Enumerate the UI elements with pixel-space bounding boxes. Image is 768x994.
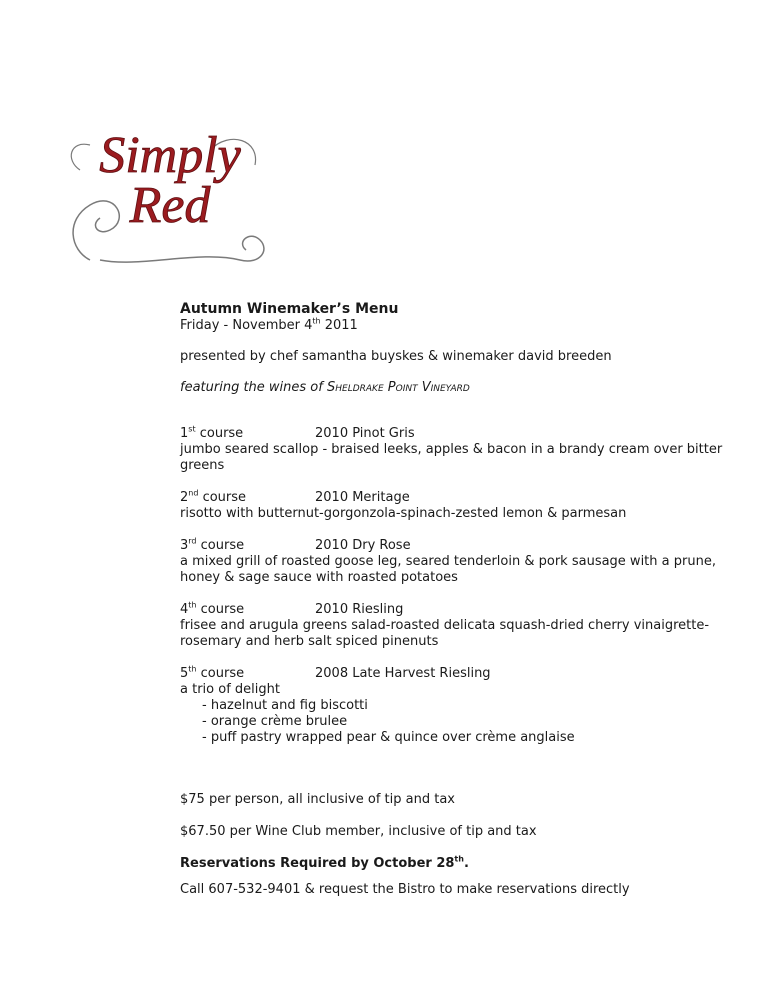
course-description: frisee and arugula greens salad-roasted delicata squash-dried cherry vinaigrette-rosemary and herb salt spiced pinenuts — [180, 618, 710, 649]
course-wine: 2010 Dry Rose — [315, 538, 411, 553]
course-wine: 2010 Riesling — [315, 602, 404, 617]
course-5 — [180, 666, 740, 746]
course-wine: 2010 Meritage — [315, 490, 410, 505]
course-description: risotto with butternut-gorgonzola-spinach-zested lemon & parmesan — [180, 506, 627, 521]
course-header — [180, 602, 740, 618]
featuring-prefix: featuring the wines of — [180, 380, 327, 395]
event-date — [180, 318, 740, 334]
course-header — [180, 538, 740, 554]
course-description: jumbo seared scallop - braised leeks, apples & bacon in a brandy cream over bitter greens — [180, 442, 723, 473]
dessert-items — [202, 698, 740, 746]
course-1 — [180, 426, 740, 474]
course-number: 2nd course — [180, 488, 247, 505]
course-wine: 2008 Late Harvest Riesling — [315, 666, 491, 681]
course-header — [180, 666, 740, 682]
simply-red-logo — [60, 110, 280, 270]
logo-text-line2: Red — [129, 177, 211, 234]
course-number: 5th course — [180, 664, 245, 681]
course-description: a mixed grill of roasted goose leg, seared tenderloin & pork sausage with a prune, honey & sage sauce with roasted potatoes — [180, 554, 716, 585]
course-description: a trio of delight — [180, 682, 280, 697]
menu-title: Autumn Winemaker’s Menu — [180, 301, 399, 317]
course-2 — [180, 490, 740, 522]
course-header — [180, 426, 740, 442]
vineyard-name: Sheldrake Point Vineyard — [326, 380, 470, 395]
reservation-deadline: Reservations Required by October 28th. — [180, 854, 469, 871]
date-sup: th — [312, 316, 321, 326]
logo-text-line1: Simply — [99, 127, 241, 184]
presented-by: presented by chef samantha buyskes & winemaker david breeden — [180, 349, 612, 364]
course-header — [180, 490, 740, 506]
dessert-item: - orange crème brulee — [202, 714, 348, 729]
featuring-line — [180, 380, 740, 396]
dessert-item: - hazelnut and fig biscotti — [202, 698, 368, 713]
course-number: 1st course — [180, 424, 244, 441]
date-prefix: Friday - November 4 — [180, 318, 313, 333]
dessert-item: - puff pastry wrapped pear & quince over crème anglaise — [202, 730, 575, 745]
course-3 — [180, 538, 740, 586]
course-4 — [180, 602, 740, 650]
price-wine-club: $67.50 per Wine Club member, inclusive of tip and tax — [180, 824, 537, 839]
course-number: 3rd course — [180, 536, 245, 553]
call-to-reserve: Call 607-532-9401 & request the Bistro to make reservations directly — [180, 882, 630, 897]
course-number: 4th course — [180, 600, 245, 617]
logo-graphic — [60, 110, 280, 270]
menu-content — [180, 300, 740, 898]
price-per-person: $75 per person, all inclusive of tip and tax — [180, 792, 455, 807]
course-wine: 2010 Pinot Gris — [315, 426, 415, 441]
date-suffix: 2011 — [320, 318, 358, 333]
